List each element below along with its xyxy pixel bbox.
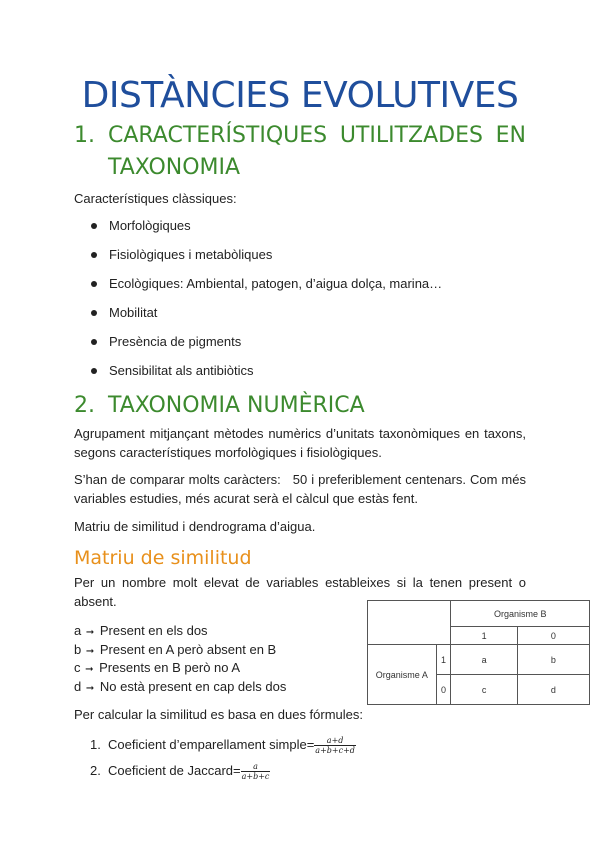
- section-1-heading-word-2: UTILITZADES: [339, 123, 483, 148]
- section-1-heading-line-2: TAXONOMIA: [108, 155, 241, 180]
- section-1-number: 1.: [74, 123, 95, 148]
- section-1-heading-word-1: CARACTERÍSTIQUES: [108, 123, 328, 148]
- table-cell-b: b: [517, 645, 589, 675]
- list-item: Presència de pigments: [74, 332, 526, 361]
- fraction: $\frac{a+d}{a+b+c+d}$: [315, 736, 355, 756]
- table-cell-d: d: [517, 675, 589, 705]
- arrow-icon: ➞: [85, 645, 95, 657]
- subsection-paragraph: Per un nombre molt elevat de variables estableixes si la tenen present o absent.: [74, 575, 526, 609]
- section-2-paragraph-2: S’han de comparar molts caràcters: 50 i preferiblement centenars. Com més variables estudies, més acurat serà el càlcul que estàs fent.: [74, 472, 530, 506]
- fraction: $\frac{a}{a+b+c}$: [241, 762, 270, 782]
- table-corner-cell: [368, 601, 451, 645]
- section-1-intro: Característiques clàssiques:: [74, 191, 237, 206]
- row-header-organisme-a: Organisme A: [368, 645, 437, 705]
- column-header-organisme-b: Organisme B: [451, 601, 590, 627]
- column-value-0: 0: [517, 627, 589, 645]
- section-1-heading: [74, 120, 526, 184]
- section-1-heading-word-3: EN: [495, 123, 526, 148]
- row-value-0: 0: [436, 675, 451, 705]
- column-value-1: 1: [451, 627, 517, 645]
- arrow-icon: ➞: [85, 664, 94, 675]
- section-2-heading: [74, 390, 526, 422]
- list-item: Ecològiques: Ambiental, patogen, d’aigua dolça, marina…: [74, 274, 526, 303]
- formula-jaccard: 2. Coeficient de Jaccard= $\frac{a}{a+b+c}$: [90, 762, 270, 782]
- definition-item: c ➞ Presents en B però no A: [74, 660, 241, 675]
- table-cell-a: a: [451, 645, 517, 675]
- list-item: Morfològiques: [74, 216, 526, 245]
- arrow-icon: ➞: [85, 682, 95, 694]
- definition-item: d ➞ No està present en cap dels dos: [74, 678, 287, 694]
- list-item: Mobilitat: [74, 303, 526, 332]
- row-value-1: 1: [436, 645, 451, 675]
- page-title: DISTÀNCIES EVOLUTIVES: [81, 75, 519, 116]
- section-2-number: 2.: [74, 393, 95, 418]
- section-2-heading-text: TAXONOMIA NUMÈRICA: [108, 393, 365, 418]
- definition-item: b ➞ Present en A però absent en B: [74, 641, 277, 657]
- definition-item: a ➞ Present en els dos: [74, 623, 208, 638]
- formulas-list: [74, 734, 526, 786]
- table-cell-c: c: [451, 675, 517, 705]
- list-item: Fisiològiques i metabòliques: [74, 245, 526, 274]
- arrow-icon: ➞: [85, 627, 95, 638]
- section-2-paragraph-1: Agrupament mitjançant mètodes numèrics d’unitats taxonòmiques en taxons, segons característiques morfològiques i fisiològiques.: [74, 426, 526, 460]
- characteristics-list: [74, 216, 526, 390]
- formulas-intro: Per calcular la similitud es basa en dues fórmules:: [74, 707, 364, 722]
- definitions-list: [74, 622, 364, 696]
- section-2-paragraph-3: Matriu de similitud i dendrograma d’aigua.: [74, 519, 316, 534]
- similarity-matrix-table: [367, 600, 590, 705]
- formula-simple-matching: 1. Coeficient d’emparellament simple= $\frac{a+d}{a+b+c+d}$: [90, 736, 355, 756]
- subsection-heading: Matriu de similitud: [74, 547, 252, 569]
- list-item: Sensibilitat als antibiòtics: [74, 361, 526, 390]
